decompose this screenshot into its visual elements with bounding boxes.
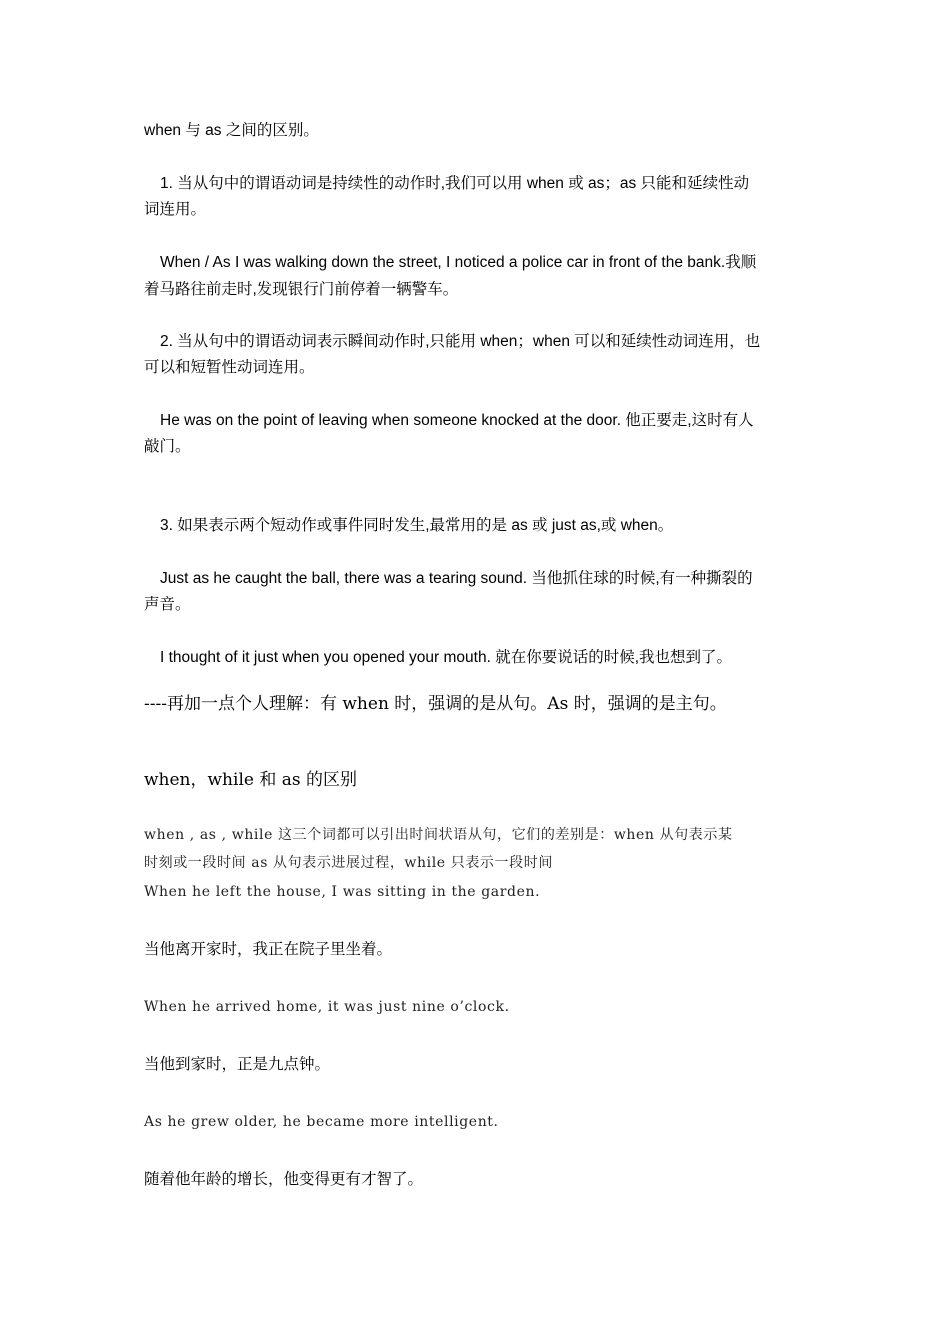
example-3-line-2: 声音。	[144, 596, 191, 613]
example-zh-3: 随着他年龄的增长，他变得更有才智了。	[144, 1170, 424, 1188]
example-en-2: When he arrived home, it was just nine o’clock.	[144, 999, 510, 1015]
example-zh-1: 当他离开家时，我正在院子里坐着。	[144, 940, 393, 958]
point-1-line-2: 词连用。	[144, 201, 207, 218]
example-2-line-2: 敲门。	[144, 438, 191, 455]
example-3-line-1: Just as he caught the ball, there was a tearing sound. 当他抓住球的时候,有一种撕裂的	[160, 570, 753, 587]
intro-line: when 与 as 之间的区别。	[144, 122, 319, 139]
comparison-line-2: 时刻或一段时间 as 从句表示进展过程，while 只表示一段时间	[144, 855, 553, 871]
example-1-line-1: When / As I was walking down the street, I noticed a police car in front of the bank.我顺	[160, 254, 757, 271]
section-heading: when，while 和 as 的区别	[144, 770, 358, 790]
comparison-line-1: when , as , while 这三个词都可以引出时间状语从句，它们的差别是：when 从句表示某	[144, 827, 733, 843]
example-zh-2: 当他到家时，正是九点钟。	[144, 1055, 331, 1073]
point-3-line: 3. 如果表示两个短动作或事件同时发生,最常用的是 as 或 just as,或 when。	[160, 517, 674, 534]
example-en-3: As he grew older, he became more intelligent.	[144, 1114, 499, 1130]
example-en-1: When he left the house, I was sitting in the garden.	[144, 884, 541, 900]
point-2-line-1: 2. 当从句中的谓语动词表示瞬间动作时,只能用 when；when 可以和延续性动词连用，也	[160, 333, 761, 350]
point-1-line-1: 1. 当从句中的谓语动词是持续性的动作时,我们可以用 when 或 as；as 只能和延续性动	[160, 175, 750, 192]
example-1-line-2: 着马路往前走时,发现银行门前停着一辆警车。	[144, 281, 459, 298]
example-2-line-1: He was on the point of leaving when someone knocked at the door. 他正要走,这时有人	[160, 412, 754, 429]
personal-note: ----再加一点个人理解：有 when 时，强调的是从句。As 时，强调的是主句。	[144, 694, 727, 714]
point-2-line-2: 可以和短暂性动词连用。	[144, 359, 315, 376]
example-4-line: I thought of it just when you opened your mouth. 就在你要说话的时候,我也想到了。	[160, 649, 732, 666]
